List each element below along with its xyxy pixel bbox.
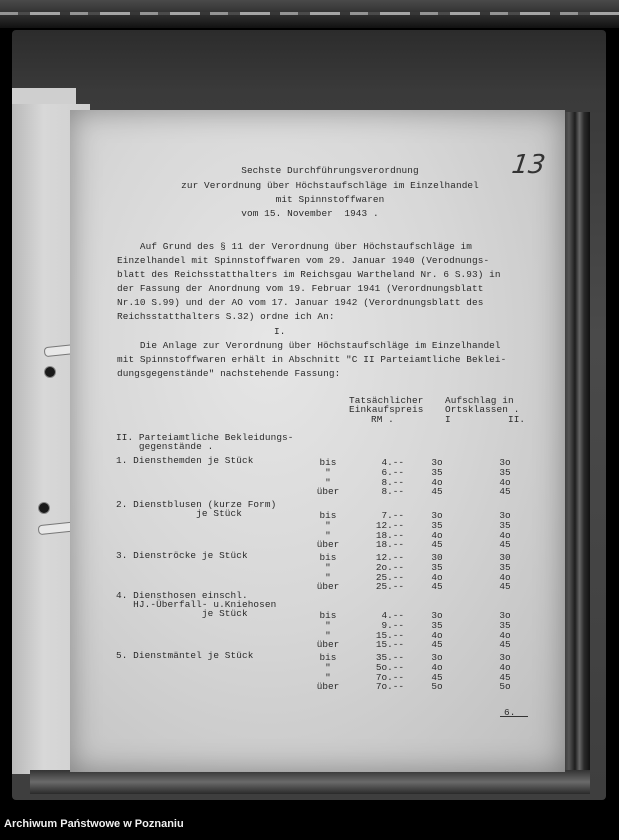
price: 9.-- [381, 620, 404, 631]
punch-hole-icon [44, 366, 56, 378]
markup-class-ii: 5o [499, 681, 511, 692]
header-markup-line: Ortsklassen . [445, 404, 520, 415]
handwritten-page-number: 13 [509, 150, 548, 180]
price: 25.-- [375, 572, 404, 583]
preamble-line: blatt des Reichsstatthalters im Reichsgau Wartheland Nr. 6 S.93) in [117, 269, 501, 280]
markup-class-i: 45 [431, 639, 443, 650]
title-line-1: Sechste Durchführungsverordnung [241, 165, 419, 176]
price: 18.-- [375, 530, 404, 541]
markup-class-i: 5o [431, 681, 443, 692]
table-row [0, 662, 619, 672]
markup-class-i: 45 [431, 539, 443, 550]
qualifier: über [316, 486, 340, 497]
table-row [0, 581, 619, 591]
markup-class-ii: 3o [499, 610, 511, 621]
markup-class-i: 35 [431, 520, 443, 531]
scanner-top-edge [0, 0, 619, 28]
markup-class-i: 45 [431, 672, 443, 683]
qualifier: über [316, 639, 340, 650]
archive-label: Archiwum Państwowe w Poznaniu [4, 818, 184, 830]
table-row [0, 539, 619, 549]
table-section-title: gegenstände . [116, 441, 214, 452]
markup-class-ii: 45 [499, 672, 511, 683]
price: 7o.-- [375, 681, 404, 692]
preamble-line: der Fassung der Anordnung vom 19. Februar 1941 (Verordnungsblatt [117, 283, 484, 294]
markup-class-i: 45 [431, 581, 443, 592]
price: 5o.-- [375, 662, 404, 673]
markup-class-i: 3o [431, 510, 443, 521]
intro-line: mit Spinnstoffwaren erhält in Abschnitt "C II Parteiamtliche Beklei- [117, 354, 507, 365]
table-row [0, 510, 619, 520]
continuation-underline [500, 716, 528, 717]
markup-class-ii: 4o [499, 572, 511, 583]
item-label: 1. Diensthemden je Stück [116, 455, 254, 466]
markup-class-ii: 4o [499, 477, 511, 488]
markup-class-i: 3o [431, 652, 443, 663]
markup-class-i: 30 [431, 552, 443, 563]
markup-class-ii: 30 [499, 552, 511, 563]
header-markup-line: Aufschlag in [445, 395, 514, 406]
qualifier: " [325, 662, 331, 673]
markup-class-ii: 45 [499, 581, 511, 592]
table-section-title: II. Parteiamtliche Bekleidungs- [116, 432, 294, 443]
price: 2o.-- [375, 562, 404, 573]
markup-class-ii: 3o [499, 457, 511, 468]
price: 15.-- [375, 639, 404, 650]
markup-class-i: 4o [431, 572, 443, 583]
table-row [0, 639, 619, 649]
table-row [0, 562, 619, 572]
header-price-line: Einkaufspreis [349, 404, 424, 415]
markup-class-i: 35 [431, 467, 443, 478]
table-row [0, 457, 619, 467]
price: 8.-- [381, 477, 404, 488]
price: 12.-- [375, 552, 404, 563]
markup-class-ii: 35 [499, 562, 511, 573]
item-label: 2. Dienstblusen (kurze Form) [116, 499, 277, 510]
price: 8.-- [381, 486, 404, 497]
header-price-unit: RM . [371, 414, 394, 425]
item-label: 4. Diensthosen einschl. [116, 590, 248, 601]
markup-class-ii: 45 [499, 486, 511, 497]
item-label: je Stück [116, 608, 248, 619]
qualifier: " [325, 530, 331, 541]
folder-bottom-edge [30, 770, 590, 794]
qualifier: bis [319, 652, 337, 663]
table-row [0, 486, 619, 496]
qualifier: bis [319, 610, 337, 621]
markup-class-ii: 3o [499, 652, 511, 663]
markup-class-i: 4o [431, 630, 443, 641]
header-markup-classes: I II. [445, 414, 526, 425]
intro-line: dungsgegenstände" nachstehende Fassung: [117, 368, 341, 379]
qualifier: " [325, 562, 331, 573]
markup-class-i: 4o [431, 530, 443, 541]
price: 18.-- [375, 539, 404, 550]
markup-class-i: 3o [431, 610, 443, 621]
table-row [0, 681, 619, 691]
continuation-marker: 6. [504, 707, 516, 718]
table-row [0, 610, 619, 620]
markup-class-i: 4o [431, 662, 443, 673]
qualifier: " [325, 467, 331, 478]
qualifier: " [325, 672, 331, 683]
preamble-line: Reichsstatthalters S.32) ordne ich An: [117, 311, 335, 322]
table-row [0, 620, 619, 630]
table-row [0, 552, 619, 562]
qualifier: über [316, 581, 340, 592]
markup-class-ii: 35 [499, 620, 511, 631]
markup-class-ii: 45 [499, 639, 511, 650]
qualifier: bis [319, 552, 337, 563]
qualifier: " [325, 630, 331, 641]
markup-class-ii: 35 [499, 467, 511, 478]
price: 35.-- [375, 652, 404, 663]
price: 7o.-- [375, 672, 404, 683]
price: 7.-- [381, 510, 404, 521]
price: 15.-- [375, 630, 404, 641]
price: 25.-- [375, 581, 404, 592]
markup-class-ii: 4o [499, 630, 511, 641]
intro-line: Die Anlage zur Verordnung über Höchstaufschläge im Einzelhandel [117, 340, 501, 351]
qualifier: " [325, 620, 331, 631]
title-date: vom 15. November 1943 . [241, 208, 379, 219]
header-price-line: Tatsächlicher [349, 395, 424, 406]
price: 4.-- [381, 610, 404, 621]
preamble-line: Auf Grund des § 11 der Verordnung über Höchstaufschläge im [117, 241, 473, 252]
markup-class-ii: 4o [499, 530, 511, 541]
qualifier: über [316, 539, 340, 550]
title-line-3: mit Spinnstoffwaren [275, 194, 385, 205]
table-row [0, 652, 619, 662]
qualifier: über [316, 681, 340, 692]
markup-class-ii: 35 [499, 520, 511, 531]
price: 12.-- [375, 520, 404, 531]
markup-class-ii: 45 [499, 539, 511, 550]
price: 4.-- [381, 457, 404, 468]
markup-class-i: 35 [431, 620, 443, 631]
qualifier: bis [319, 510, 337, 521]
markup-class-i: 4o [431, 477, 443, 488]
markup-class-ii: 3o [499, 510, 511, 521]
qualifier: bis [319, 457, 337, 468]
item-label: 5. Dienstmäntel je Stück [116, 650, 254, 661]
qualifier: " [325, 477, 331, 488]
preamble-line: Einzelhandel mit Spinnstoffwaren vom 29. Januar 1940 (Verodnungs- [117, 255, 490, 266]
item-label: je Stück [116, 508, 242, 519]
qualifier: " [325, 572, 331, 583]
markup-class-i: 35 [431, 562, 443, 573]
table-row [0, 467, 619, 477]
item-label: 3. Dienströcke je Stück [116, 550, 248, 561]
preamble-line: Nr.10 S.99) und der AO vom 17. Januar 1942 (Verordnungsblatt des [117, 297, 484, 308]
item-label: HJ.-Überfall- u.Kniehosen [116, 599, 277, 610]
title-line-2: zur Verordnung über Höchstaufschläge im Einzelhandel [181, 180, 479, 191]
table-row [0, 520, 619, 530]
section-numeral: I. [274, 326, 286, 337]
markup-class-i: 45 [431, 486, 443, 497]
markup-class-ii: 4o [499, 662, 511, 673]
markup-class-i: 3o [431, 457, 443, 468]
qualifier: " [325, 520, 331, 531]
price: 6.-- [381, 467, 404, 478]
